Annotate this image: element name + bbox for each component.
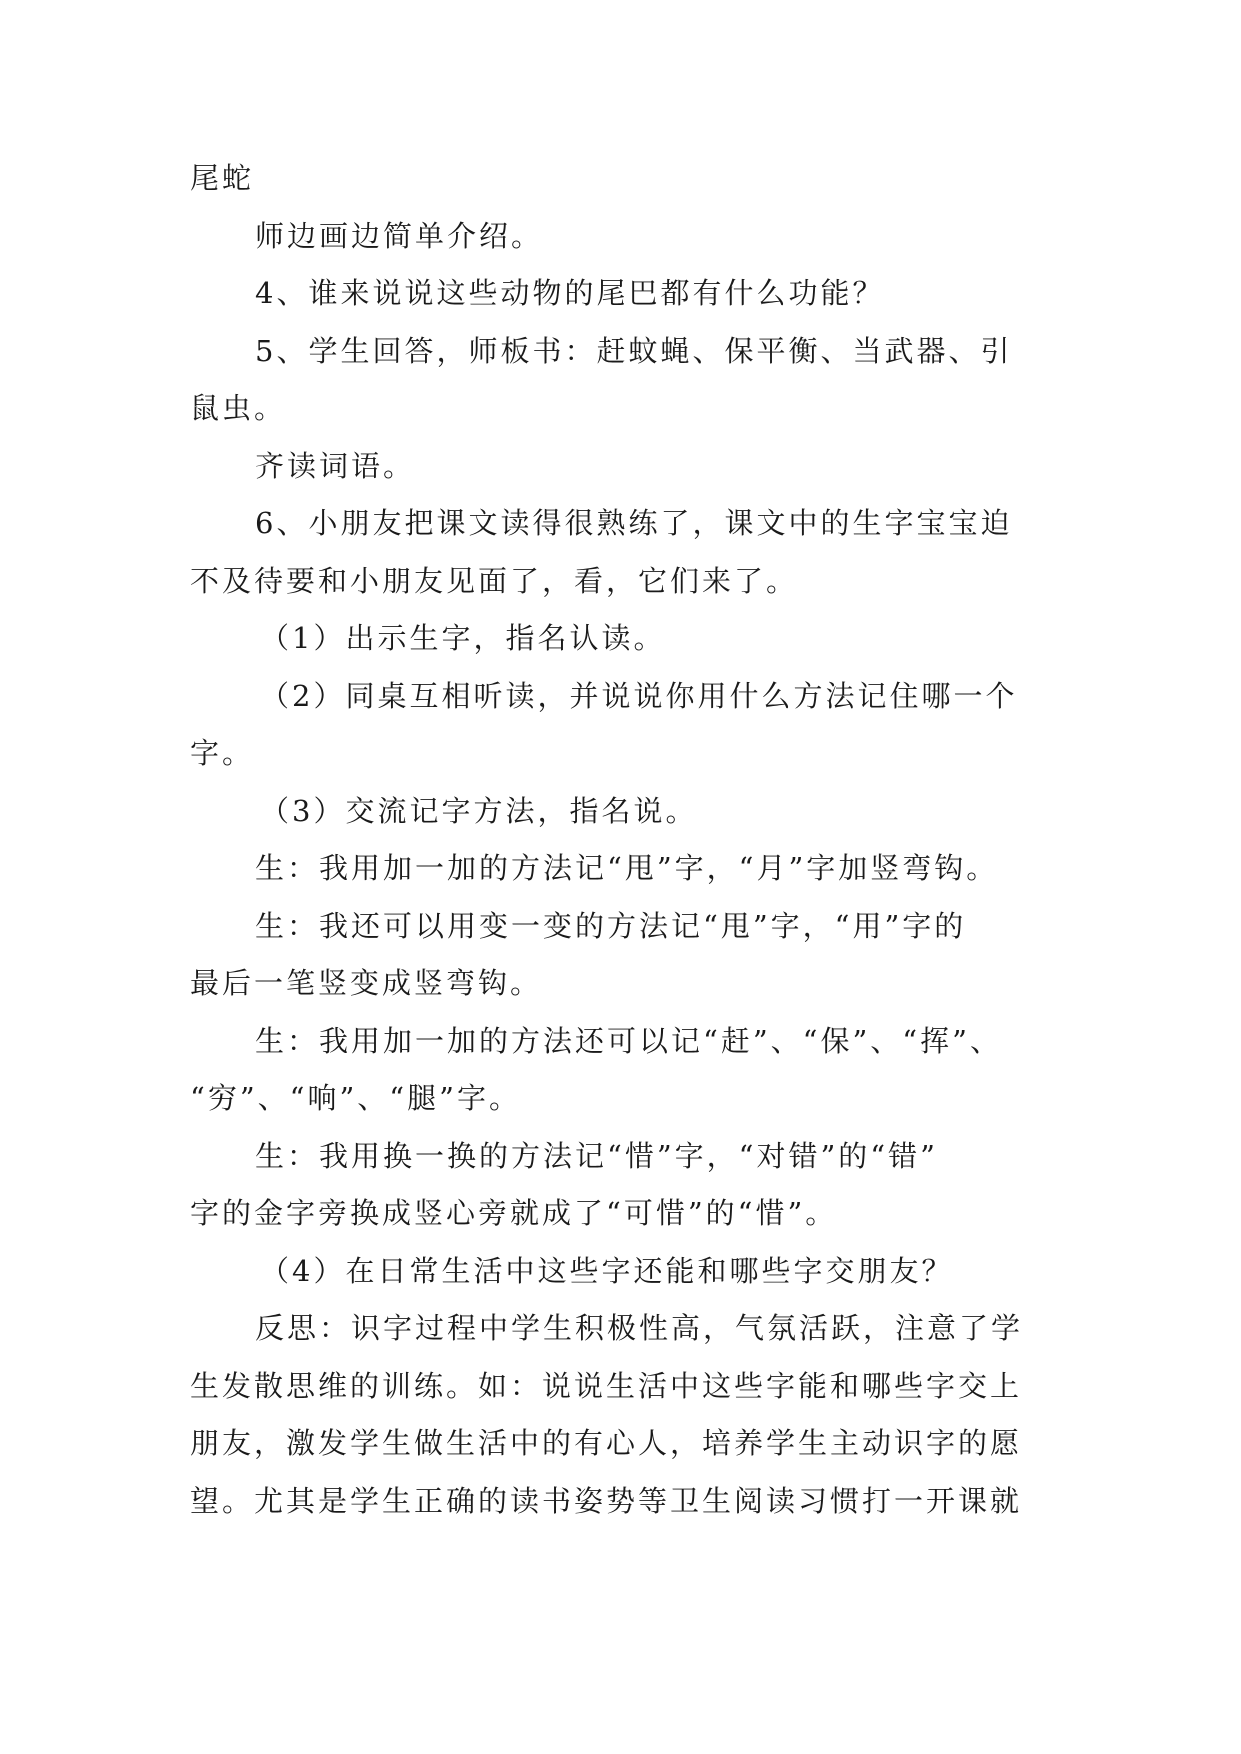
text-line: “穷”、“响”、“腿”字。	[190, 1081, 521, 1115]
text-line: （3）交流记字方法，指名说。	[260, 793, 698, 828]
text-line: 字的金字旁换成竖心旁就成了“可惜”的“惜”。	[190, 1196, 838, 1230]
text-line: 鼠虫。	[190, 391, 287, 425]
text-line: 最后一笔竖变成竖弯钩。	[190, 966, 543, 1000]
text-line: 齐读词语。	[255, 448, 416, 483]
text-line: 5、学生回答，师板书：赶蚊蝇、保平衡、当武器、引	[255, 333, 1013, 368]
text-line: 尾蛇	[190, 161, 255, 195]
text-line: 生：我用加一加的方法还可以记“赶”、“保”、“挥”、	[255, 1023, 1002, 1058]
text-line: 不及待要和小朋友见面了，看，它们来了。	[190, 563, 799, 598]
text-line: 生：我用加一加的方法记“甩”字，“月”字加竖弯钩。	[255, 851, 999, 885]
text-line: 6、小朋友把课文读得很熟练了，课文中的生字宝宝迫	[255, 506, 1013, 540]
text-line: 反思：识字过程中学生积极性高，气氛活跃，注意了学	[255, 1311, 1024, 1345]
text-line: 师边画边简单介绍。	[255, 218, 544, 253]
text-line: 生：我还可以用变一变的方法记“甩”字，“用”字的	[255, 908, 967, 943]
text-line: 望。尤其是学生正确的读书姿势等卫生阅读习惯打一开课就	[190, 1483, 1023, 1518]
text-line: 生发散思维的训练。如：说说生活中这些字能和哪些字交上	[190, 1368, 1023, 1403]
text-line: （2）同桌互相听读，并说说你用什么方法记住哪一个	[260, 678, 1018, 713]
text-line: 字。	[190, 736, 255, 770]
text-line: 4、谁来说说这些动物的尾巴都有什么功能？	[255, 276, 885, 310]
text-line: 生：我用换一换的方法记“惜”字，“对错”的“错”	[255, 1138, 938, 1173]
document-body	[190, 158, 1050, 1538]
text-line: （1）出示生字，指名认读。	[260, 621, 666, 655]
text-line: 朋友，激发学生做生活中的有心人，培养学生主动识字的愿	[190, 1426, 1023, 1460]
text-line: （4）在日常生活中这些字还能和哪些字交朋友？	[260, 1253, 954, 1288]
